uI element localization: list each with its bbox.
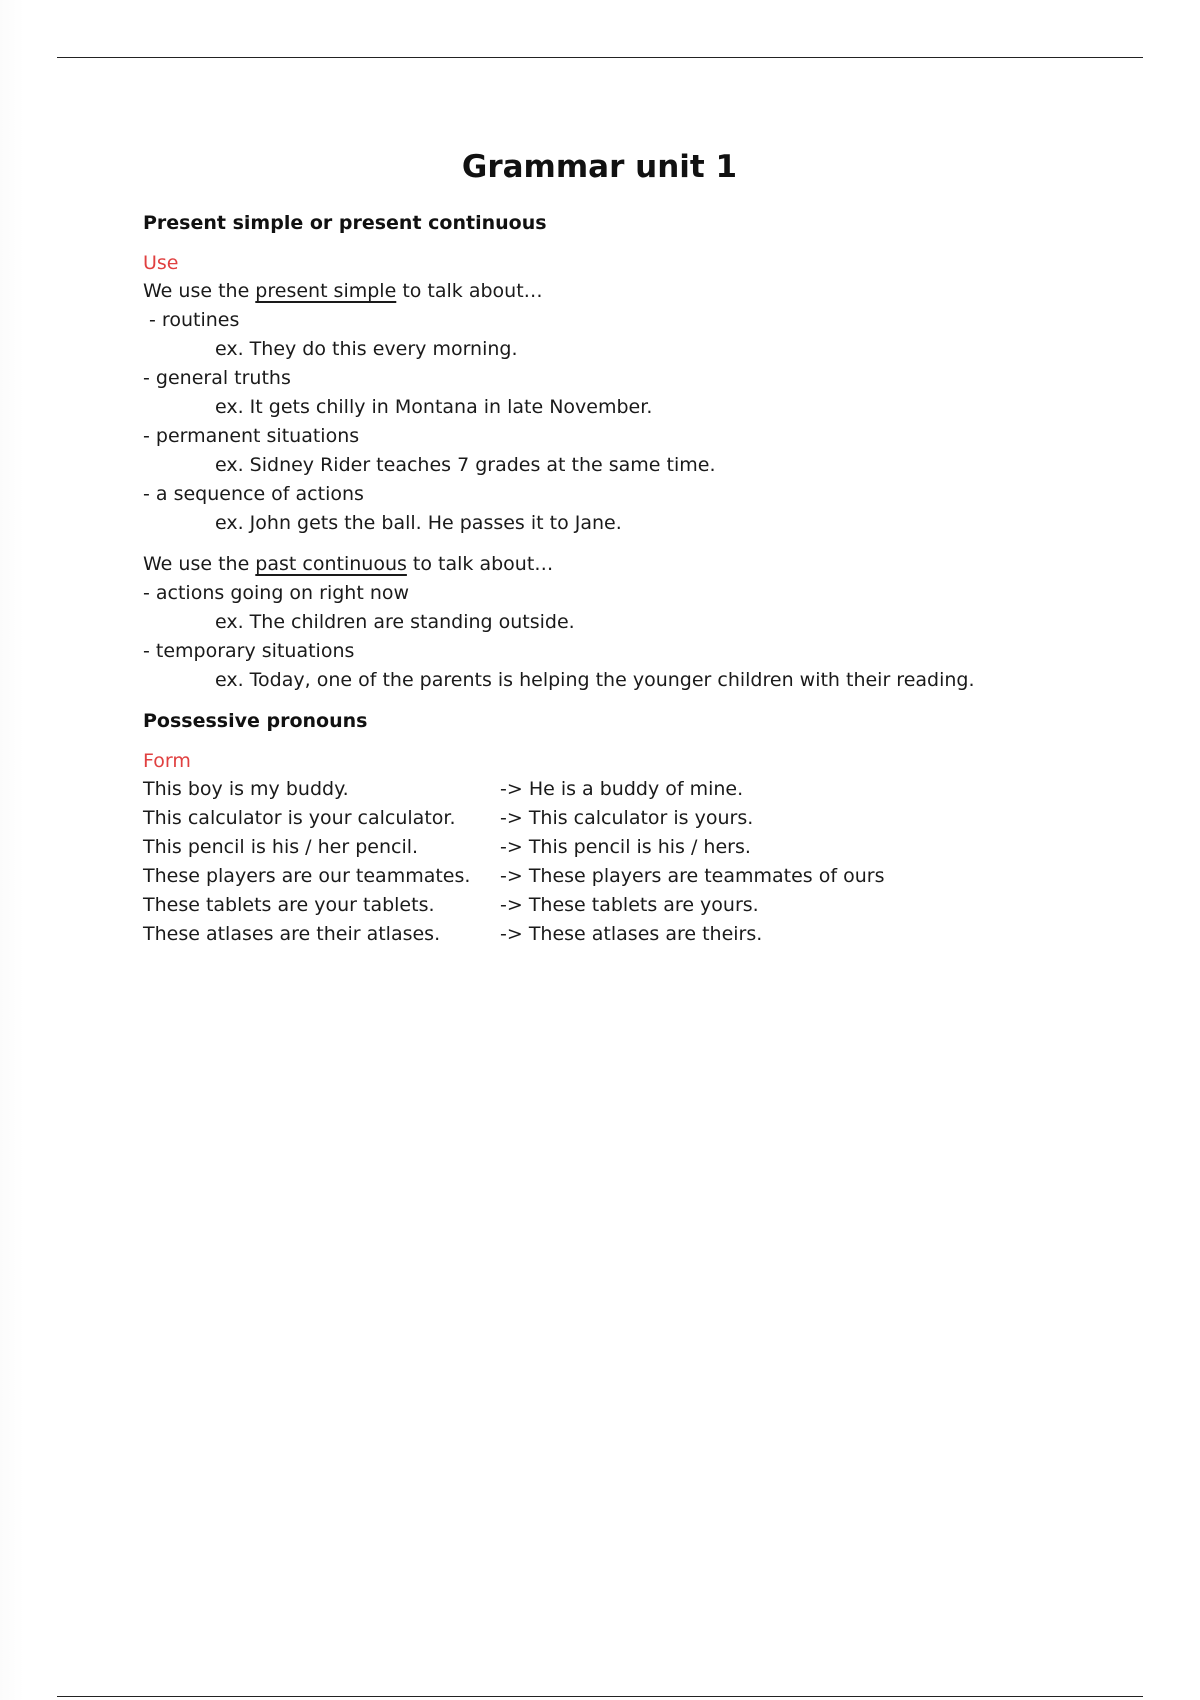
form-row-transform: -> These atlases are theirs. — [500, 923, 763, 945]
list-item-example: ex. Today, one of the parents is helping the younger children with their reading. — [215, 669, 975, 691]
page-title: Grammar unit 1 — [461, 149, 738, 185]
subheading-form: Form — [143, 750, 191, 772]
footer-rule — [57, 1696, 1143, 1697]
list-item-label: - permanent situations — [143, 425, 360, 447]
intro-text-after: to talk about… — [406, 553, 554, 575]
list-item-label: - general truths — [143, 367, 291, 389]
form-row-transform: -> These players are teammates of ours — [500, 865, 885, 887]
form-row — [143, 833, 1103, 862]
list-item-label: - routines — [143, 309, 240, 331]
form-row-sentence: This pencil is his / her pencil. — [143, 836, 419, 858]
section-heading-present: Present simple or present continuous — [143, 212, 547, 234]
form-row-sentence: This boy is my buddy. — [143, 778, 349, 800]
form-row — [143, 775, 1103, 804]
intro-text-before: We use the — [143, 280, 256, 302]
form-row — [143, 920, 1103, 949]
form-row-transform: -> This calculator is yours. — [500, 807, 754, 829]
form-row-sentence: These tablets are your tablets. — [143, 894, 435, 916]
list-item-example: ex. Sidney Rider teaches 7 grades at the same time. — [215, 454, 716, 476]
intro-past-continuous — [143, 550, 1103, 579]
form-row — [143, 804, 1103, 833]
list-item-label: - actions going on right now — [143, 582, 410, 604]
list-item-label: - a sequence of actions — [143, 483, 364, 505]
term-present-simple: present simple — [255, 280, 397, 302]
intro-text-before: We use the — [143, 553, 256, 575]
subheading-use: Use — [143, 252, 179, 274]
list-item-example: ex. They do this every morning. — [215, 338, 518, 360]
section-heading-possessive: Possessive pronouns — [143, 710, 368, 732]
form-row-transform: -> These tablets are yours. — [500, 894, 759, 916]
form-row-sentence: These players are our teammates. — [143, 865, 471, 887]
header-rule — [57, 57, 1143, 58]
form-row-transform: -> He is a buddy of mine. — [500, 778, 744, 800]
document-content — [143, 140, 1103, 949]
form-row-transform: -> This pencil is his / hers. — [500, 836, 751, 858]
form-row — [143, 862, 1103, 891]
list-item-example: ex. John gets the ball. He passes it to Jane. — [215, 512, 622, 534]
form-row-sentence: This calculator is your calculator. — [143, 807, 456, 829]
intro-text-after: to talk about… — [396, 280, 543, 302]
form-row — [143, 891, 1103, 920]
term-past-continuous: past continuous — [255, 553, 407, 575]
list-item-example: ex. The children are standing outside. — [215, 611, 575, 633]
list-item-example: ex. It gets chilly in Montana in late November. — [215, 396, 653, 418]
list-item-label: - temporary situations — [143, 640, 355, 662]
intro-present-simple — [143, 277, 1103, 306]
form-row-sentence: These atlases are their atlases. — [143, 923, 441, 945]
